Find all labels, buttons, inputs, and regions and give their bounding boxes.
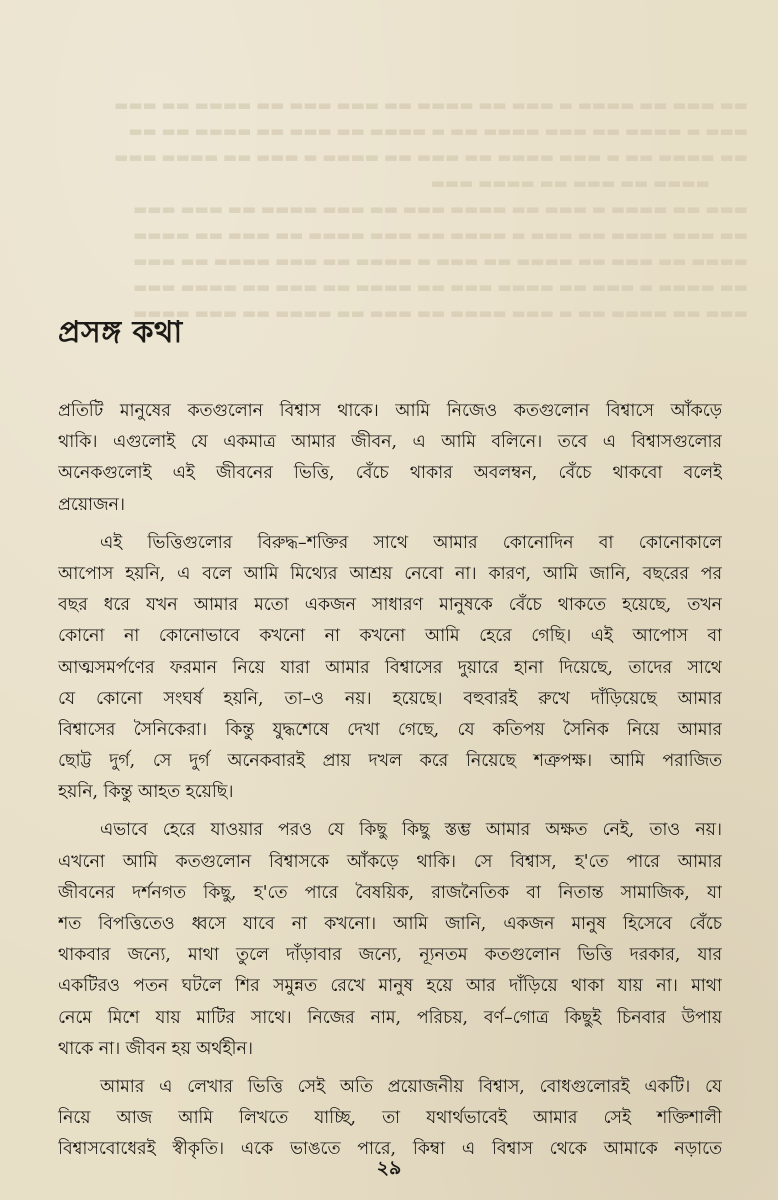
text-line: নেমে মিশে যায় মাটির সাথে। নিজের নাম, পরিচয়, বর্ণ–গোত্র কিছুই চিনবার উপায় <box>58 1007 722 1028</box>
text-line: বিশ্বাসবোধেরই স্বীকৃতি। একে ভাঙতে পারে, কিম্বা এ বিশ্বাস থেকে আমাকে নড়াতে <box>58 1139 722 1160</box>
text-line: প্রয়োজন। <box>58 494 125 515</box>
text-line: নিয়ে আজ আমি লিখতে যাচ্ছি, তা যথার্থভাবেই আমার সেই শক্তিশালী <box>58 1108 722 1129</box>
body-text <box>58 396 722 1166</box>
text-line: থাকে না। জীবন হয় অর্থহীন। <box>58 1038 253 1059</box>
bleed-through-texture: ▬▬ ▬▬▬ ▬▬ ▬▬▬▬ ▬ ▬▬▬ ▬▬ ▬▬▬▬ ▬▬ ▬▬▬ ▬▬▬ ▬▬ ▬▬▬▬ ▬▬ ▬▬▬ ▬▬▬ ▬ ▬▬▬▬ ▬▬ ▬▬▬ ▬▬▬▬ ▬▬ ▬ ▬▬▬▬ ▬▬ ▬▬▬ ▬▬ ▬▬▬▬ ▬▬ ▬▬ ▬▬ ▬▬▬▬ ▬▬ ▬ ▬▬▬ ▬▬▬▬ ▬▬ ▬▬▬ ▬▬ ▬▬▬▬ ▬ ▬▬▬ ▬▬ ▬▬▬▬ ▬▬▬ ▬▬▬▬ ▬▬ ▬▬▬ ▬▬ ▬▬▬▬ ▬▬▬ ▬▬▬ ▬▬ ▬▬▬▬ ▬ ▬▬▬ ▬▬ ▬▬▬▬ ▬▬▬ ▬▬ ▬▬▬ ▬▬▬▬ ▬▬ ▬▬▬ ▬▬▬ ▬▬ ▬▬▬ ▬▬▬▬ ▬▬ ▬▬▬ ▬ ▬▬▬▬ ▬▬ ▬▬▬ ▬▬▬▬ ▬▬ ▬▬▬ ▬▬ ▬▬▬▬ ▬▬▬▬ ▬▬ ▬▬▬ ▬▬ ▬▬▬▬ ▬▬ ▬▬▬ ▬ ▬▬▬▬ ▬▬ ▬▬▬ ▬▬▬▬ ▬▬ ▬▬▬ ▬▬ ▬▬▬▬ ▬ ▬▬▬ ▬▬ ▬▬▬▬ ▬▬▬ ▬▬ ▬▬▬▬ ▬▬ ▬▬▬ ▬▬ ▬▬▬▬ ▬▬▬ ▬▬▬ ▬▬ ▬▬▬▬ ▬▬ ▬ ▬▬▬ ▬▬▬▬ ▬▬ ▬▬▬ ▬▬ ▬▬▬▬ ▬▬ ▬▬▬ ▬▬▬▬ <box>114 96 748 322</box>
chapter-heading: প্রসঙ্গ কথা <box>58 315 183 350</box>
text-line: আপোস হয়নি, এ বলে আমি মিথ্যের আশ্রয় নেবো না। কারণ, আমি জানি, বছরের পর <box>58 563 722 584</box>
text-line: আমার এ লেখার ভিত্তি সেই অতি প্রয়োজনীয় বিশ্বাস, বোধগুলোরই একটি। যে <box>100 1076 722 1097</box>
text-line: এভাবে হেরে যাওয়ার পরও যে কিছু কিছু স্তম্ভ আমার অক্ষত নেই, তাও নয়। <box>100 820 722 841</box>
text-line: এখনো আমি কতগুলোন বিশ্বাসকে আঁকড়ে থাকি। সে বিশ্বাস, হ'তে পারে আমার <box>58 851 722 872</box>
text-line: যে কোনো সংঘর্ষ হয়নি, তা–ও নয়। হয়েছে। বহুবারই রুখে দাঁড়িয়েছে আমার <box>58 688 722 709</box>
text-line: থাকি। এগুলোই যে একমাত্র আমার জীবন, এ আমি বলিনে। তবে এ বিশ্বাসগুলোর <box>58 432 722 453</box>
text-line: থাকবার জন্যে, মাথা তুলে দাঁড়াবার জন্যে, ন্যূনতম কতগুলোন ভিত্তি দরকার, যার <box>58 945 722 966</box>
text-line: আত্মসমর্পণের ফরমান নিয়ে যারা আমার বিশ্বাসের দুয়ারে হানা দিয়েছে, তাদের সাথে <box>58 657 722 678</box>
text-line: প্রতিটি মানুষের কতগুলোন বিশ্বাস থাকে। আমি নিজেও কতগুলোন বিশ্বাসে আঁকড়ে <box>58 401 722 421</box>
page-number: ২৯ <box>376 1157 402 1179</box>
text-line: ছোট্ট দুর্গ, সে দুর্গ অনেকবারই প্রায় দখল করে নিয়েছে শত্রুপক্ষ। আমি পরাজিত <box>58 751 722 772</box>
text-line: একটিরও পতন ঘটলে শির সমুন্নত রেখে মানুষ হয়ে আর দাঁড়িয়ে থাকা যায় না। মাথা <box>58 976 722 997</box>
text-line: কোনো না কোনোভাবে কখনো না কখনো আমি হেরে গেছি। এই আপোস বা <box>58 626 722 647</box>
text-line: এই ভিত্তিগুলোর বিরুদ্ধ–শক্তির সাথে আমার কোনোদিন বা কোনোকালে <box>100 532 722 553</box>
text-line: বছর ধরে যখন আমার মতো একজন সাধারণ মানুষকে বেঁচে থাকতে হয়েছে, তখন <box>58 595 722 616</box>
text-line: হয়নি, কিন্তু আহত হয়েছি। <box>58 782 234 803</box>
text-line: অনেকগুলোই এই জীবনের ভিত্তি, বেঁচে থাকার অবলম্বন, বেঁচে থাকবো বলেই <box>58 463 722 484</box>
text-line: জীবনের দর্শনগত কিছু, হ'তে পারে বৈষয়িক, রাজনৈতিক বা নিতান্ত সামাজিক, যা <box>58 882 722 903</box>
text-line: বিশ্বাসের সৈনিকেরা। কিন্তু যুদ্ধশেষে দেখা গেছে, যে কতিপয় সৈনিক নিয়ে আমার <box>58 719 722 740</box>
text-line: শত বিপত্তিতেও ধ্বসে যাবে না কখনো। আমি জানি, একজন মানুষ হিসেবে বেঁচে <box>58 914 722 934</box>
